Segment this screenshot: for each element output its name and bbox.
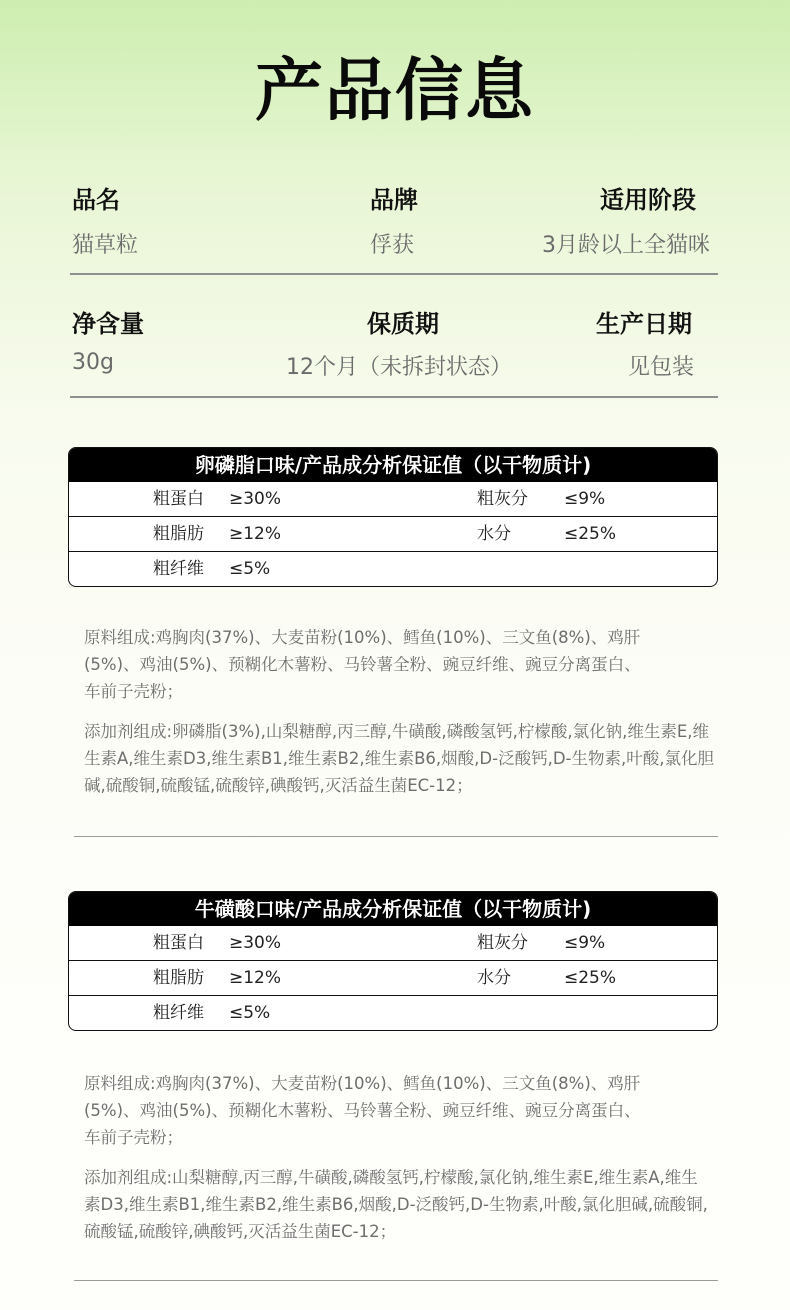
nutrient-name: 粗蛋白 <box>153 933 204 953</box>
table-row <box>69 960 717 995</box>
text-line: 生素A,维生素D3,维生素B1,维生素B2,维生素B6,烟酸,D-泛酸钙,D-生物素,叶酸,氯化胆 <box>84 749 714 768</box>
nutrient-name: 水分 <box>477 968 511 988</box>
stage-label: 适用阶段 <box>600 186 696 214</box>
page-title: 产品信息 <box>254 52 535 131</box>
analysis-table <box>68 447 718 587</box>
additives-text <box>84 718 734 799</box>
nutrient-name: 水分 <box>477 524 511 544</box>
nutrient-value: ≥30% <box>229 933 282 953</box>
net-weight-label: 净含量 <box>72 310 144 338</box>
info-divider <box>70 396 718 398</box>
production-date-value: 见包装 <box>627 355 694 380</box>
text-line: (5%)、鸡油(5%)、预糊化木薯粉、马铃薯全粉、豌豆纤维、豌豆分离蛋白、 <box>84 1101 641 1120</box>
nutrient-name: 粗纤维 <box>153 559 204 579</box>
nutrient-value: ≤25% <box>564 968 617 988</box>
text-line: 原料组成:鸡胸肉(37%)、大麦苗粉(10%)、鳕鱼(10%)、三文鱼(8%)、鸡肝 <box>84 1074 641 1093</box>
text-line: 素D3,维生素B1,维生素B2,维生素B6,烟酸,D-泛酸钙,D-生物素,叶酸,氯化胆碱,硫酸铜, <box>84 1195 708 1214</box>
nutrient-name: 粗蛋白 <box>153 489 204 509</box>
brand-value: 俘获 <box>370 233 415 258</box>
section-divider <box>74 1280 718 1281</box>
text-line: 原料组成:鸡胸肉(37%)、大麦苗粉(10%)、鳕鱼(10%)、三文鱼(8%)、鸡肝 <box>84 628 641 647</box>
shelf-life-value: 12个月（未拆封状态） <box>286 355 512 380</box>
net-weight-value: 30g <box>72 350 114 375</box>
product-name-value: 猫草粒 <box>72 233 139 258</box>
nutrient-name: 粗脂肪 <box>153 524 204 544</box>
text-line: 添加剂组成:卵磷脂(3%),山梨糖醇,丙三醇,牛磺酸,磷酸氢钙,柠檬酸,氯化钠,维生素E,维 <box>84 722 709 741</box>
nutrient-value: ≥12% <box>229 524 282 544</box>
text-line: 添加剂组成:山梨糖醇,丙三醇,牛磺酸,磷酸氢钙,柠檬酸,氯化钠,维生素E,维生素A,维生 <box>84 1168 698 1187</box>
additives-text <box>84 1164 734 1245</box>
text-line: 车前子壳粉； <box>84 682 183 701</box>
text-line: 碱,硫酸铜,硫酸锰,硫酸锌,碘酸钙,灭活益生菌EC-12； <box>84 776 473 795</box>
analysis-table <box>68 891 718 1031</box>
nutrient-value: ≤5% <box>229 559 271 579</box>
table-row <box>69 926 717 960</box>
table-row <box>69 482 717 516</box>
table-row <box>69 551 717 586</box>
raw-materials-text <box>84 1070 734 1151</box>
table-row <box>69 995 717 1030</box>
table-row <box>69 516 717 551</box>
nutrient-value: ≤5% <box>229 1003 271 1023</box>
table-title: 卵磷脂口味/产品成分析保证值（以干物质计) <box>69 448 717 482</box>
nutrient-name: 粗灰分 <box>477 489 528 509</box>
info-divider <box>70 273 718 275</box>
table-title: 牛磺酸口味/产品成分析保证值（以干物质计) <box>69 892 717 926</box>
nutrient-name: 粗纤维 <box>153 1003 204 1023</box>
text-line: 硫酸锰,硫酸锌,碘酸钙,灭活益生菌EC-12； <box>84 1222 397 1241</box>
raw-materials-text <box>84 624 734 705</box>
nutrient-name: 粗灰分 <box>477 933 528 953</box>
section-divider <box>74 836 718 837</box>
nutrient-name: 粗脂肪 <box>153 968 204 988</box>
text-line: 车前子壳粉； <box>84 1128 183 1147</box>
text-line: (5%)、鸡油(5%)、预糊化木薯粉、马铃薯全粉、豌豆纤维、豌豆分离蛋白、 <box>84 655 641 674</box>
nutrient-value: ≥12% <box>229 968 282 988</box>
nutrient-value: ≥30% <box>229 489 282 509</box>
nutrient-value: ≤9% <box>564 489 606 509</box>
stage-value: 3月龄以上全猫咪 <box>542 233 710 258</box>
nutrient-value: ≤9% <box>564 933 606 953</box>
shelf-life-label: 保质期 <box>367 310 439 338</box>
production-date-label: 生产日期 <box>596 310 692 338</box>
nutrient-value: ≤25% <box>564 524 617 544</box>
brand-label: 品牌 <box>370 186 418 214</box>
product-name-label: 品名 <box>72 186 120 214</box>
